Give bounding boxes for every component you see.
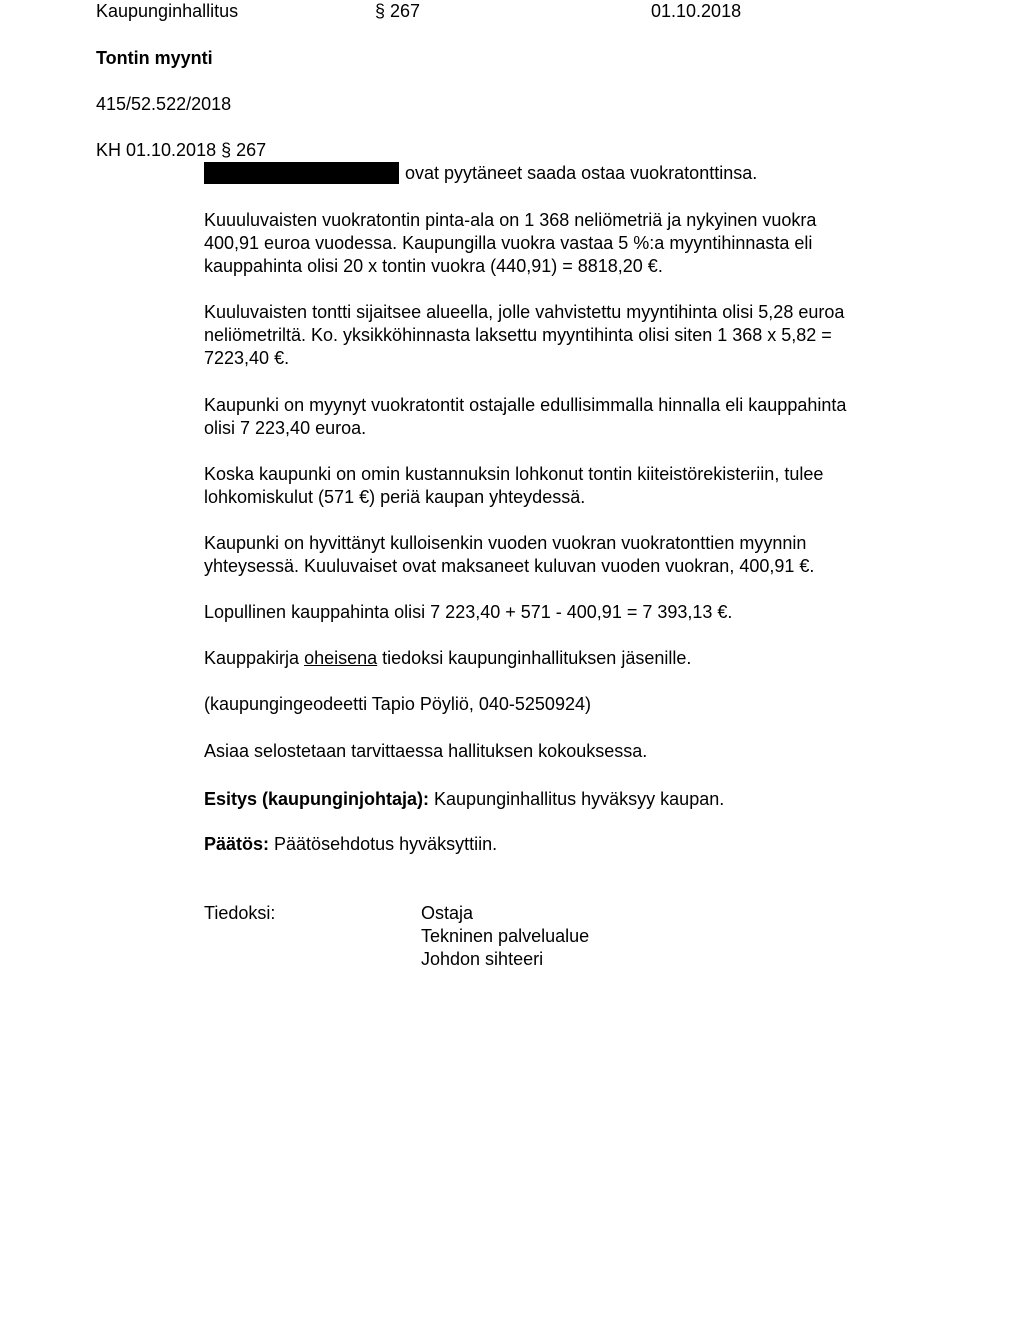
paragraph-request (204, 162, 757, 185)
distribution-recipient: Ostaja (421, 903, 474, 923)
paragraph-line: kauppahinta olisi 20 x tontin vuokra (440,91) = 8818,20 €. (204, 256, 663, 276)
paragraph-final-price: Lopullinen kauppahinta olisi 7 223,40 + 571 - 400,91 = 7 393,13 €. (204, 602, 733, 622)
distribution-list (421, 902, 589, 971)
diary-number: 415/52.522/2018 (96, 94, 232, 114)
header-section: § 267 (375, 1, 421, 21)
paragraph-line: lohkomiskulut (571 €) periä kaupan yhteydessä. (204, 487, 586, 507)
paragraph-lease-area (204, 209, 944, 278)
paragraph-presentation: Asiaa selostetaan tarvittaessa hallituksen kokouksessa. (204, 741, 648, 761)
paragraph-line: neliömetriltä. Ko. yksikköhinnasta laksettu myyntihinta olisi siten 1 368 x 5,82 = (204, 325, 832, 345)
attachment-text-after: tiedoksi kaupunginhallituksen jäsenille. (377, 648, 692, 668)
proposal (204, 788, 724, 811)
decision-label: Päätös: (204, 834, 270, 854)
paragraph-line: Koska kaupunki on omin kustannuksin lohkonut tontin kiiteistörekisteriin, tulee (204, 464, 824, 484)
meeting-reference: KH 01.10.2018 § 267 (96, 140, 267, 160)
paragraph-line: Kaupunki on myynyt vuokratontit ostajalle edullisimmalla hinnalla eli kauppahinta (204, 395, 847, 415)
paragraph-line: Kaupunki on hyvittänyt kulloisenkin vuoden vuokran vuokratonttien myynnin (204, 533, 807, 553)
paragraph-attachment (204, 647, 691, 670)
attachment-text-before: Kauppakirja (204, 648, 305, 668)
proposal-label: Esitys (kaupunginjohtaja): (204, 789, 430, 809)
paragraph-line: 7223,40 €. (204, 348, 290, 368)
paragraph-rent-credit (204, 532, 944, 578)
document-title: Tontin myynti (96, 48, 213, 68)
redaction-box (204, 162, 399, 184)
decision-text: Päätösehdotus hyväksyttiin. (269, 834, 498, 854)
paragraph-request-text: ovat pyytäneet saada ostaa vuokratonttinsa. (405, 163, 758, 183)
header-body-name: Kaupunginhallitus (96, 1, 239, 21)
distribution-label: Tiedoksi: (204, 903, 276, 923)
paragraph-unit-price (204, 301, 944, 370)
paragraph-contact: (kaupungingeodeetti Tapio Pöyliö, 040-5250924) (204, 694, 591, 714)
proposal-text: Kaupunginhallitus hyväksyy kaupan. (429, 789, 725, 809)
decision (204, 833, 497, 856)
paragraph-line: olisi 7 223,40 euroa. (204, 418, 367, 438)
paragraph-line: Kuuuluvaisten vuokratontin pinta-ala on 1 368 neliömetriä ja nykyinen vuokra (204, 210, 817, 230)
distribution-recipient: Tekninen palvelualue (421, 926, 590, 946)
paragraph-line: Kuuluvaisten tontti sijaitsee alueella, jolle vahvistettu myyntihinta olisi 5,28 euroa (204, 302, 845, 322)
header-date: 01.10.2018 (651, 1, 742, 21)
attachment-link[interactable]: oheisena (304, 648, 378, 668)
paragraph-sale-price (204, 394, 944, 440)
distribution-recipient: Johdon sihteeri (421, 949, 544, 969)
paragraph-partition-costs (204, 463, 944, 509)
paragraph-line: 400,91 euroa vuodessa. Kaupungilla vuokra vastaa 5 %:a myyntihinnasta eli (204, 233, 813, 253)
paragraph-line: yhteysessä. Kuuluvaiset ovat maksaneet kuluvan vuoden vuokran, 400,91 €. (204, 556, 815, 576)
